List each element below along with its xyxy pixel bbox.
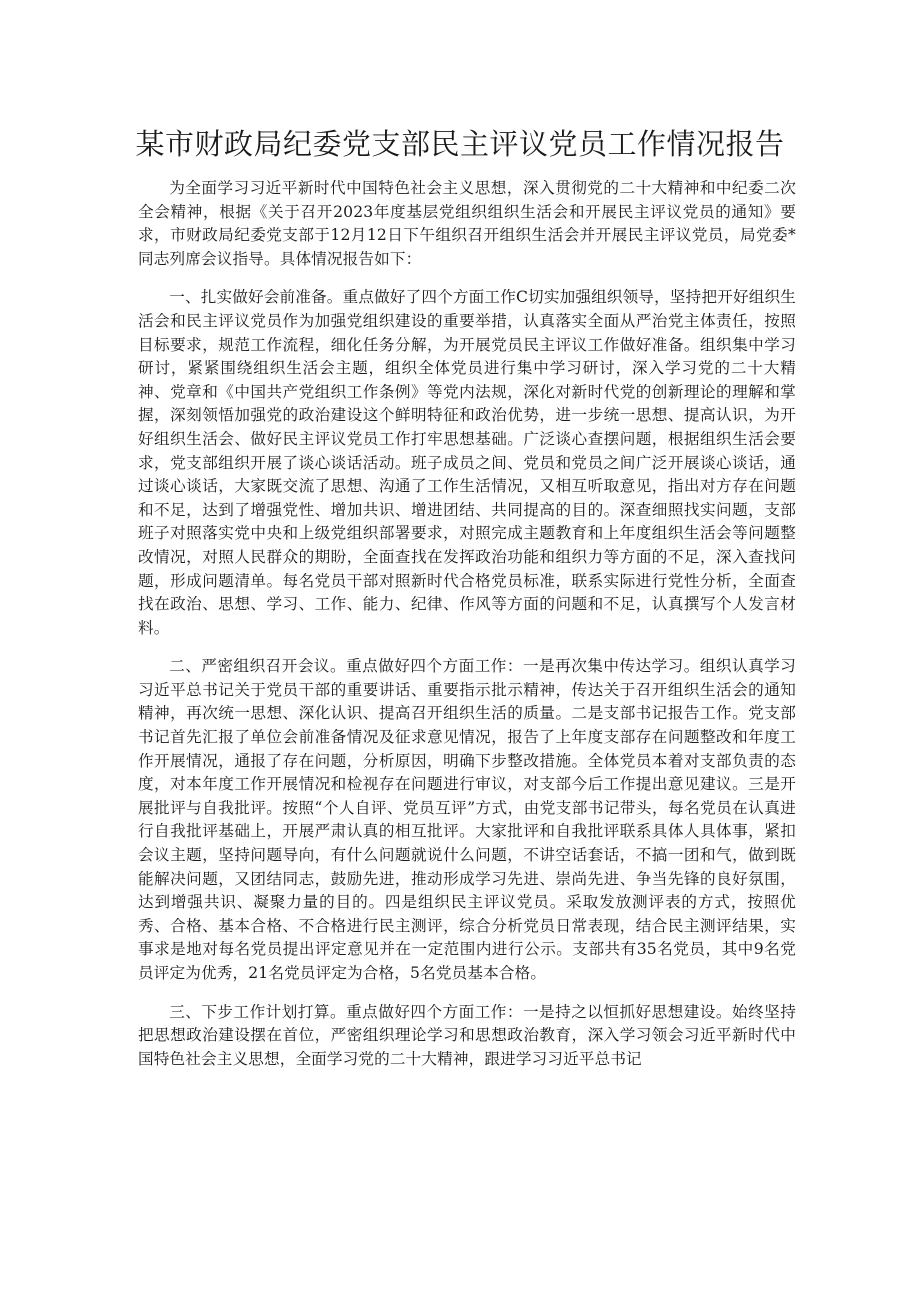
paragraph-section-1: 一、扎实做好会前准备。重点做好了四个方面工作C切实加强组织领导，坚持把开好组织生活会和民主评议党员作为加强党组织建设的重要举措，认真落实全面从严治党主体责任，按照目标要求，规范工作流程，细化任务分解，为开展党员民主评议工作做好准备。组织集中学习研讨，紧紧围绕组织生活会主题，组织全体党员进行集中学习研讨，深入学习党的二十大精神、党章和《中国共产党组织工作条例》等党内法规，深化对新时代党的创新理论的理解和掌握，深刻领悟加强党的政治建设这个鲜明特征和政治优势，进一步统一思想、提高认识，为开好组织生活会、做好民主评议党员工作打牢思想基础。广泛谈心查摆问题，根据组织生活会要求，党支部组织开展了谈心谈话活动。班子成员之间、党员和党员之间广泛开展谈心谈话，通过谈心谈话，大家既交流了思想、沟通了工作生活情况，又相互听取意见，指出对方存在问题和不足，达到了增强党性、增加共识、增进团结、共同提高的目的。深查细照找实问题，支部班子对照落实党中央和上级党组织部署要求，对照完成主题教育和上年度组织生活会等问题整改情况，对照人民群众的期盼，全面查找在发挥政治功能和组织力等方面的不足，深入查找问题，形成问题清单。每名党员干部对照新时代合格党员标准，联系实际进行党性分析，全面查找在政治、思想、学习、工作、能力、纪律、作风等方面的问题和不足，认真撰写个人发言材料。 bbox=[138, 288, 796, 637]
document-title: 某市财政局纪委党支部民主评议党员工作情况报告 bbox=[135, 127, 785, 161]
paragraph-section-2: 二、严密组织召开会议。重点做好四个方面工作：一是再次集中传达学习。组织认真学习习近平总书记关于党员干部的重要讲话、重要指示批示精神，传达关于召开组织生活会的通知精神，再次统一思想、深化认识、提高召开组织生活的质量。二是支部书记报告工作。党支部书记首先汇报了单位会前准备情况及征求意见情况，报告了上年度支部存在问题整改和年度工作开展情况，通报了存在问题，分析原因，明确下步整改措施。全体党员本着对支部负责的态度，对本年度工作开展情况和检视存在问题进行审议，对支部今后工作提出意见建议。三是开展批评与自我批评。按照“个人自评、党员互评”方式，由党支部书记带头，每名党员在认真进行自我批评基础上，开展严肃认真的相互批评。大家批评和自我批评联系具体人具体事，紧扣会议主题，坚持问题导向，有什么问题就说什么问题，不讲空话套话，不搞一团和气，做到既能解决问题，又团结同志，鼓励先进，推动形成学习先进、崇尚先进、争当先锋的良好氛围，达到增强共识、凝聚力量的目的。四是组织民主评议党员。采取发放测评表的方式，按照优秀、合格、基本合格、不合格进行民主测评，综合分析党员日常表现，结合民主测评结果，实事求是地对每名党员提出评定意见并在一定范围内进行公示。支部共有35名党员，其中9名党员评定为优秀，21名党员评定为合格，5名党员基本合格。 bbox=[138, 657, 796, 982]
paragraph-intro: 为全面学习习近平新时代中国特色社会主义思想，深入贯彻党的二十大精神和中纪委二次全会精神，根据《关于召开2023年度基层党组织组织生活会和开展民主评议党员的通知》要求，市财政局纪委党支部于12月12日下午组织召开组织生活会并开展民主评议党员，局党委*同志列席会议指导。具体情况报告如下： bbox=[138, 179, 796, 268]
document-body bbox=[138, 177, 796, 1086]
paragraph-section-3: 三、下步工作计划打算。重点做好四个方面工作：一是持之以恒抓好思想建设。始终坚持把思想政治建设摆在首位，严密组织理论学习和思想政治教育，深入学习领会习近平新时代中国特色社会主义思想，全面学习党的二十大精神，跟进学习习近平总书记 bbox=[138, 1002, 796, 1068]
